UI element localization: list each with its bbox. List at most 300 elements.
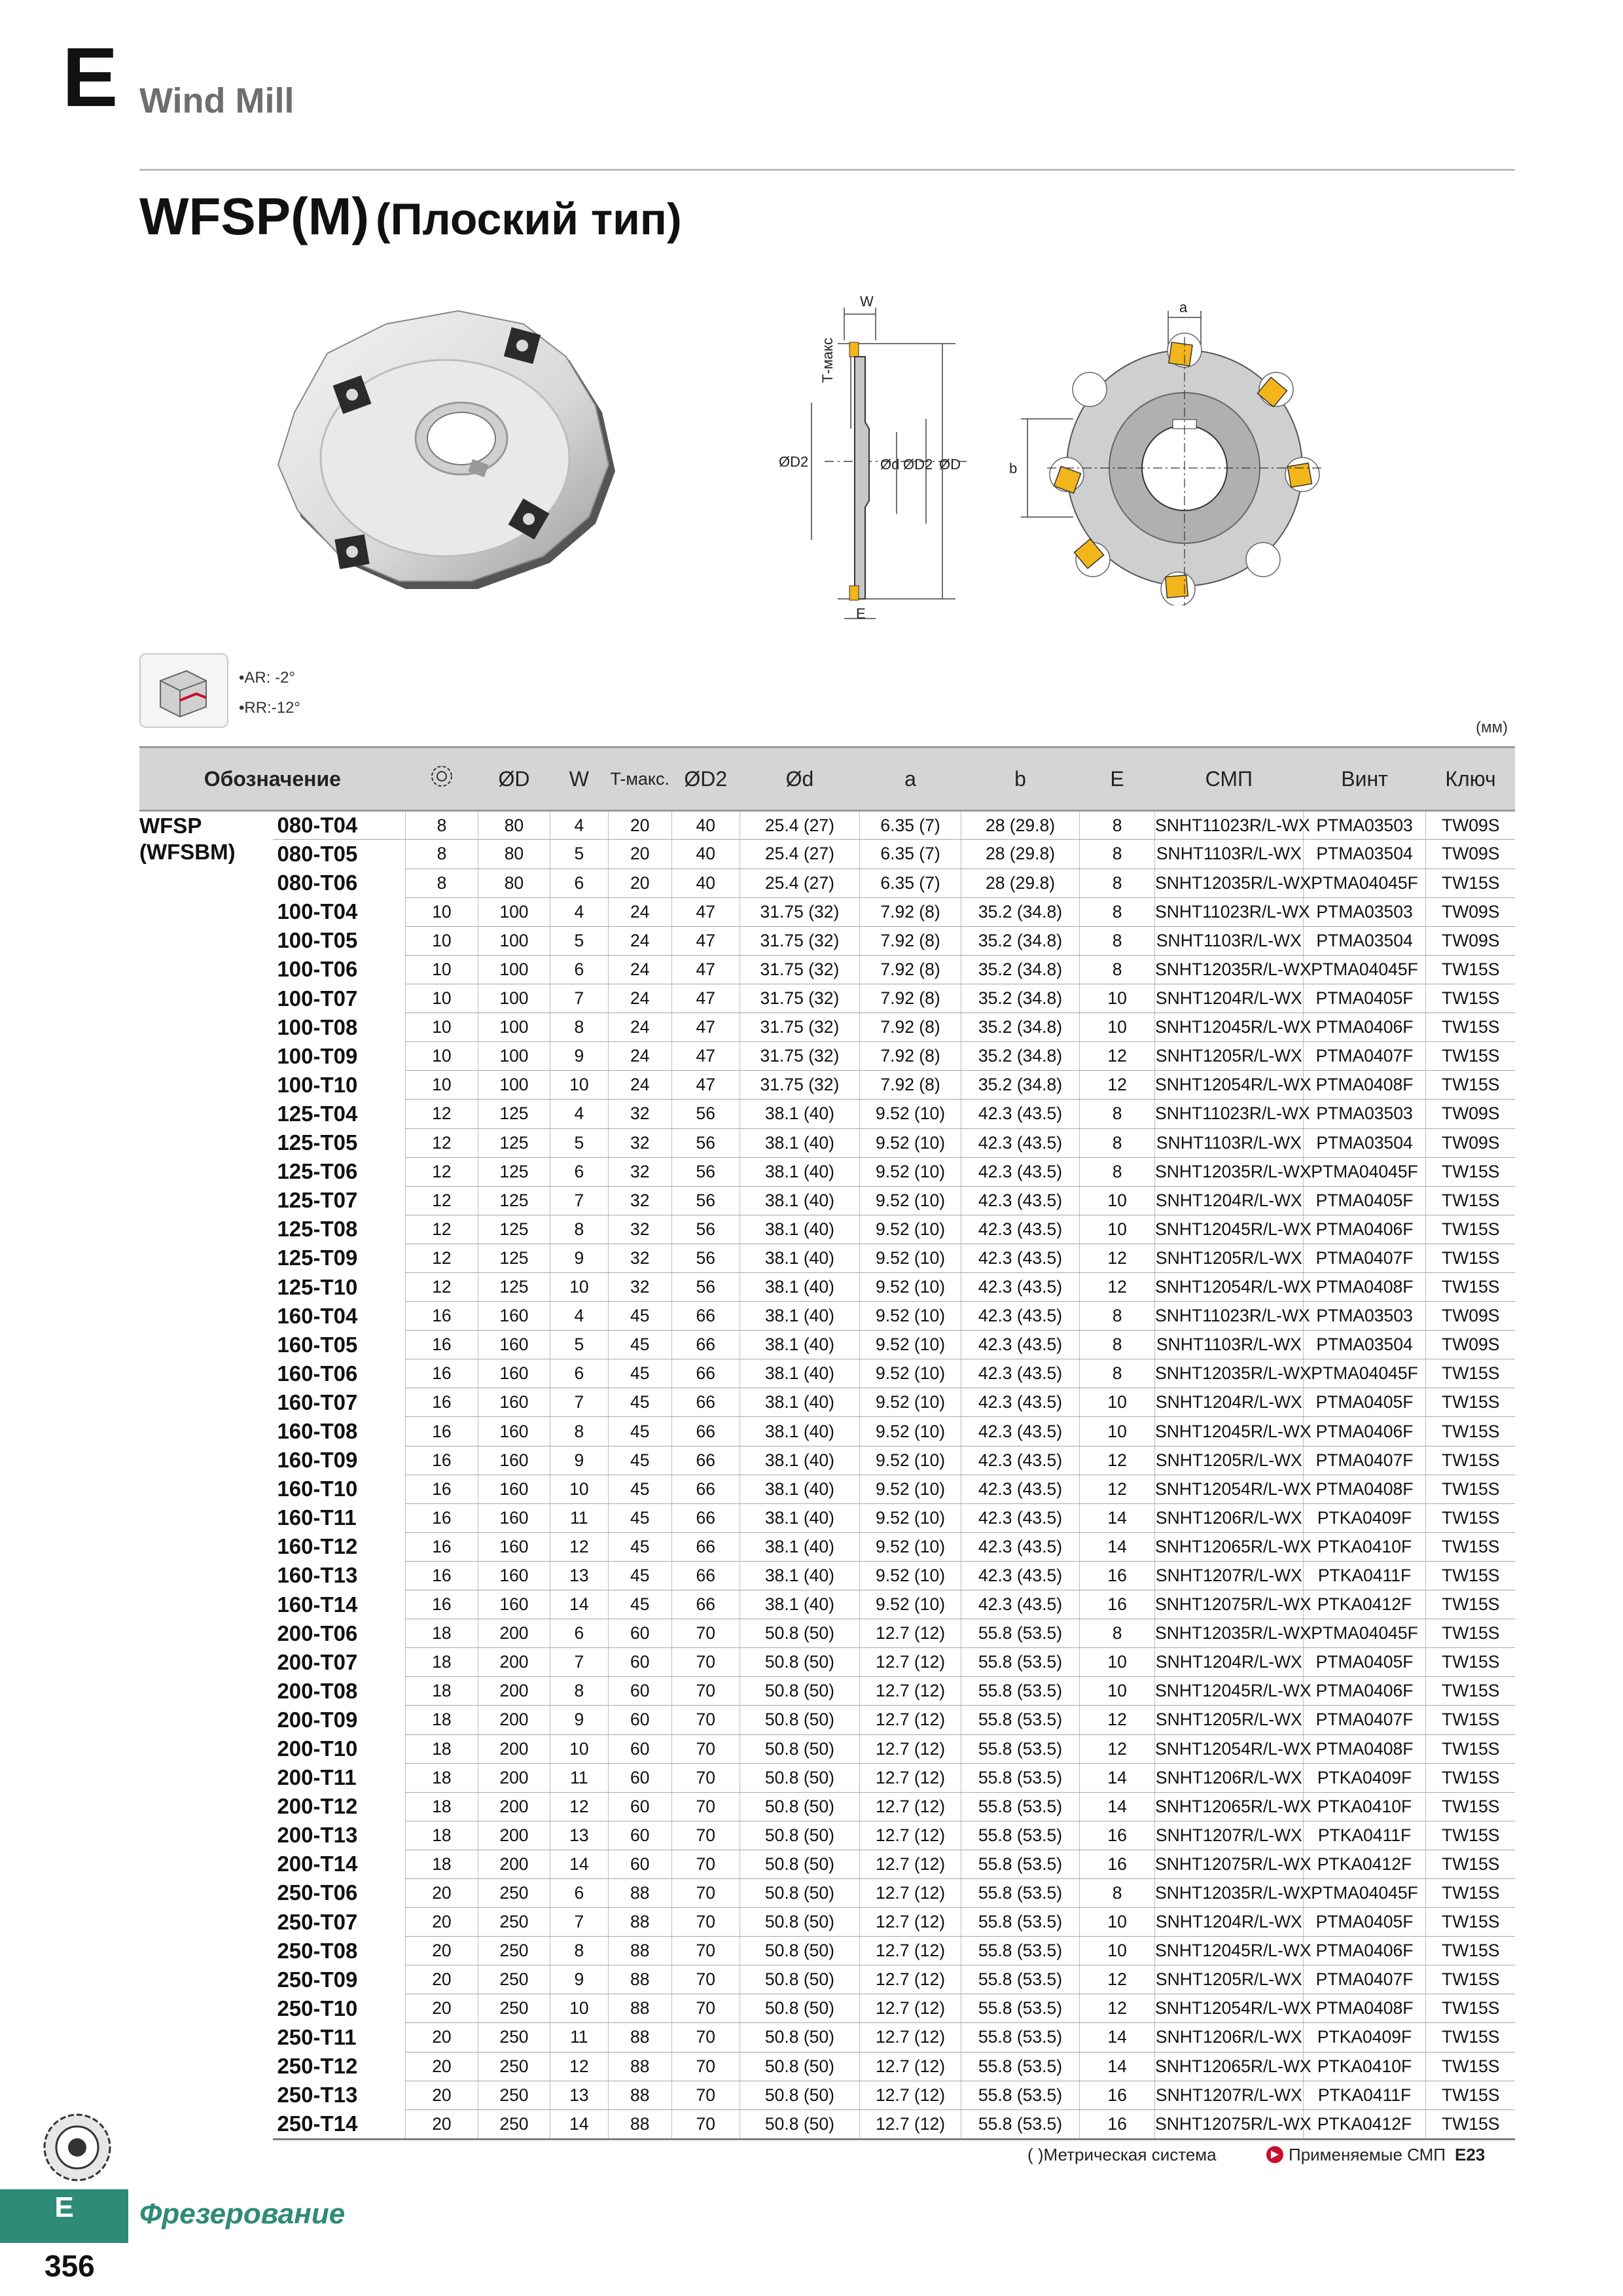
designation-cell: 125-T07 (277, 1188, 358, 1213)
table-cell: 60 (608, 1677, 671, 1706)
table-cell: 12.7 (12) (860, 1821, 961, 1850)
table-cell: SNHT1103R/L-WX (1155, 926, 1304, 955)
table-cell: 42.3 (43.5) (961, 1532, 1079, 1561)
table-cell: 12 (1080, 1475, 1155, 1503)
table-cell: 12 (1080, 1244, 1155, 1272)
table-cell: 42.3 (43.5) (961, 1215, 1079, 1244)
col-b: b (961, 747, 1079, 811)
table-cell: TW15S (1426, 1157, 1515, 1186)
table-cell: 56 (671, 1215, 740, 1244)
spec-table-body (139, 811, 1515, 2140)
table-cell: 250 (478, 1994, 550, 2023)
table-row (139, 1821, 1515, 1850)
table-cell: 42.3 (43.5) (961, 1417, 1079, 1446)
table-cell: PTMA04045F (1303, 1359, 1426, 1388)
table-cell: 55.8 (53.5) (961, 1850, 1079, 1878)
designation-cell: 160-T11 (277, 1505, 357, 1530)
table-cell: 55.8 (53.5) (961, 2109, 1079, 2140)
table-cell: SNHT12054R/L-WX (1155, 1071, 1304, 1100)
table-cell: TW09S (1426, 840, 1515, 869)
table-cell: TW15S (1426, 1908, 1515, 1937)
table-cell: 6 (550, 1619, 608, 1648)
table-cell: 40 (671, 811, 740, 840)
table-cell: 10 (406, 984, 478, 1013)
table-cell: 8 (1080, 1128, 1155, 1157)
table-cell: 10 (1080, 1677, 1155, 1706)
designation-cell: 200-T13 (277, 1823, 358, 1848)
col-a: a (860, 747, 961, 811)
table-cell: 35.2 (34.8) (961, 984, 1079, 1013)
col-designation: Обозначение (139, 747, 406, 811)
table-cell: 40 (671, 840, 740, 869)
designation-cell: 100-T10 (277, 1072, 358, 1097)
designation-cell: 080-T06 (277, 870, 358, 895)
table-cell: 28 (29.8) (961, 811, 1079, 840)
table-cell: 16 (406, 1359, 478, 1388)
table-cell: 125 (478, 1128, 550, 1157)
col-insert: СМП (1155, 747, 1304, 811)
table-row (139, 1128, 1515, 1157)
table-cell: 250 (478, 1937, 550, 1965)
table-cell: 88 (608, 2109, 671, 2140)
designation-cell: 160-T06 (277, 1361, 358, 1386)
table-cell: 4 (550, 897, 608, 926)
table-cell: 125 (478, 1100, 550, 1128)
table-cell: 100 (478, 1071, 550, 1100)
label-bore: Ød (880, 456, 900, 473)
table-cell: 31.75 (32) (740, 897, 859, 926)
table-cell: 45 (608, 1561, 671, 1590)
table-cell: 9.52 (10) (860, 1503, 961, 1532)
table-cell: SNHT1204R/L-WX (1155, 1908, 1304, 1937)
table-cell: 35.2 (34.8) (961, 1013, 1079, 1042)
table-cell: TW15S (1426, 1677, 1515, 1706)
table-cell: 45 (608, 1446, 671, 1475)
table-cell: 5 (550, 1128, 608, 1157)
designation-cell: 125-T09 (277, 1246, 358, 1270)
table-cell: 45 (608, 1417, 671, 1446)
table-cell: 250 (478, 2023, 550, 2052)
table-cell: SNHT12045R/L-WX (1155, 1677, 1304, 1706)
table-cell: 70 (671, 1763, 740, 1792)
table-cell: PTMA0408F (1303, 1071, 1426, 1100)
table-cell: 20 (406, 2081, 478, 2109)
table-row (139, 840, 1515, 869)
table-cell: 16 (406, 1475, 478, 1503)
table-cell: 38.1 (40) (740, 1273, 859, 1302)
table-cell: 40 (671, 869, 740, 897)
table-cell: SNHT12065R/L-WX (1155, 2052, 1304, 2081)
table-cell: 250 (478, 1908, 550, 1937)
table-cell: 8 (550, 1417, 608, 1446)
table-cell: 12.7 (12) (860, 1763, 961, 1792)
table-cell: SNHT12035R/L-WX (1155, 1878, 1304, 1907)
table-cell: 42.3 (43.5) (961, 1590, 1079, 1619)
table-row (139, 1388, 1515, 1417)
table-cell: 11 (550, 1503, 608, 1532)
table-cell: 14 (1080, 1792, 1155, 1821)
table-cell: 60 (608, 1619, 671, 1648)
table-cell: 10 (406, 1013, 478, 1042)
table-cell: 18 (406, 1763, 478, 1792)
metric-note: ( )Метрическая система (1027, 2145, 1217, 2164)
table-cell: 38.1 (40) (740, 1590, 859, 1619)
table-cell: 24 (608, 1013, 671, 1042)
table-cell: 12 (406, 1186, 478, 1215)
table-cell: 5 (550, 926, 608, 955)
table-cell: 38.1 (40) (740, 1503, 859, 1532)
table-cell: 38.1 (40) (740, 1388, 859, 1417)
designation-cell: 160-T13 (277, 1563, 358, 1588)
table-cell: PTMA0405F (1303, 1388, 1426, 1417)
table-row (139, 1850, 1515, 1878)
table-row (139, 1590, 1515, 1619)
table-row (139, 1446, 1515, 1475)
table-cell: 7 (550, 984, 608, 1013)
table-cell: 160 (478, 1532, 550, 1561)
table-cell: 20 (406, 1908, 478, 1937)
table-cell: 38.1 (40) (740, 1532, 859, 1561)
table-cell: 160 (478, 1359, 550, 1388)
designation-cell: 200-T11 (277, 1765, 357, 1790)
table-cell: 8 (550, 1215, 608, 1244)
table-header-row (139, 747, 1515, 811)
product-title (139, 187, 682, 247)
table-cell: 160 (478, 1388, 550, 1417)
table-row (139, 1215, 1515, 1244)
table-cell: 16 (406, 1417, 478, 1446)
table-cell: 10 (1080, 1648, 1155, 1677)
table-cell: 55.8 (53.5) (961, 2081, 1079, 2109)
table-cell: 50.8 (50) (740, 1878, 859, 1907)
col-w: W (550, 747, 608, 811)
table-cell: 12.7 (12) (860, 1878, 961, 1907)
table-cell: TW15S (1426, 2023, 1515, 2052)
table-cell: TW09S (1426, 1331, 1515, 1359)
table-cell: 42.3 (43.5) (961, 1244, 1079, 1272)
table-cell: 32 (608, 1273, 671, 1302)
table-cell: 100 (478, 1013, 550, 1042)
designation-cell: 250-T13 (277, 2083, 358, 2108)
col-teeth (406, 747, 478, 811)
spec-table (139, 746, 1515, 2140)
table-cell: 66 (671, 1532, 740, 1561)
table-cell: 18 (406, 1734, 478, 1763)
table-cell: 45 (608, 1331, 671, 1359)
table-cell: 10 (406, 897, 478, 926)
table-cell: 12 (1080, 1965, 1155, 1994)
table-cell: TW15S (1426, 1042, 1515, 1071)
table-cell: 10 (1080, 1908, 1155, 1937)
table-cell: 16 (406, 1388, 478, 1417)
table-cell: 10 (1080, 984, 1155, 1013)
header-divider (139, 169, 1515, 171)
table-cell: 7.92 (8) (860, 1042, 961, 1071)
designation-cell: 250-T09 (277, 1967, 358, 1992)
table-cell: PTMA0405F (1303, 1908, 1426, 1937)
table-row (139, 1244, 1515, 1272)
table-cell: SNHT12035R/L-WX (1155, 1619, 1304, 1648)
table-cell: 32 (608, 1186, 671, 1215)
table-cell: 20 (406, 2052, 478, 2081)
table-cell: 50.8 (50) (740, 1619, 859, 1648)
table-cell: 12 (550, 1792, 608, 1821)
table-cell: 160 (478, 1561, 550, 1590)
table-cell: 38.1 (40) (740, 1331, 859, 1359)
table-cell: 55.8 (53.5) (961, 1648, 1079, 1677)
table-row (139, 1619, 1515, 1648)
table-cell: 12 (550, 1532, 608, 1561)
table-cell: 160 (478, 1302, 550, 1331)
table-cell: 56 (671, 1128, 740, 1157)
table-cell: 18 (406, 1706, 478, 1734)
table-cell: PTMA03503 (1303, 1302, 1426, 1331)
table-cell: 10 (406, 955, 478, 984)
table-cell: 24 (608, 955, 671, 984)
table-cell: 35.2 (34.8) (961, 926, 1079, 955)
table-cell: 200 (478, 1850, 550, 1878)
table-cell: 9 (550, 1244, 608, 1272)
table-cell: 11 (550, 2023, 608, 2052)
table-cell: 42.3 (43.5) (961, 1128, 1079, 1157)
table-cell: SNHT12035R/L-WX (1155, 1359, 1304, 1388)
table-cell: 14 (550, 1850, 608, 1878)
table-cell: 35.2 (34.8) (961, 1071, 1079, 1100)
table-cell: 50.8 (50) (740, 1965, 859, 1994)
table-cell: 42.3 (43.5) (961, 1475, 1079, 1503)
table-row (139, 897, 1515, 926)
table-cell: 14 (550, 2109, 608, 2140)
table-cell: 10 (1080, 1937, 1155, 1965)
table-cell: 70 (671, 1734, 740, 1763)
table-cell: 9.52 (10) (860, 1532, 961, 1561)
table-cell: 8 (406, 869, 478, 897)
section-tab-letter: E (54, 2191, 74, 2223)
table-cell: 20 (406, 1878, 478, 1907)
table-cell: 35.2 (34.8) (961, 955, 1079, 984)
table-cell: 66 (671, 1417, 740, 1446)
table-cell: PTMA0406F (1303, 1937, 1426, 1965)
table-cell: 42.3 (43.5) (961, 1561, 1079, 1590)
table-cell: 6.35 (7) (860, 811, 961, 840)
table-cell: 12 (1080, 1273, 1155, 1302)
table-row (139, 2109, 1515, 2140)
table-cell: 16 (1080, 1850, 1155, 1878)
table-cell: TW15S (1426, 1359, 1515, 1388)
table-cell: 10 (406, 926, 478, 955)
table-cell: TW15S (1426, 1244, 1515, 1272)
table-cell: 47 (671, 984, 740, 1013)
table-cell: 9 (550, 1446, 608, 1475)
table-cell: 13 (550, 2081, 608, 2109)
table-cell: 45 (608, 1590, 671, 1619)
designation-cell: 250-T14 (273, 2109, 405, 2140)
table-row (139, 1908, 1515, 1937)
table-cell: 12.7 (12) (860, 1965, 961, 1994)
table-cell: TW15S (1426, 984, 1515, 1013)
table-cell: 160 (478, 1446, 550, 1475)
table-cell: 88 (608, 1994, 671, 2023)
table-cell: 70 (671, 1619, 740, 1648)
table-cell: 70 (671, 1706, 740, 1734)
table-cell: 100 (478, 897, 550, 926)
table-cell: PTKA0411F (1303, 1561, 1426, 1590)
table-cell: 70 (671, 2109, 740, 2140)
table-cell: PTMA0407F (1303, 1446, 1426, 1475)
designation-cell: 250-T11 (277, 2024, 357, 2049)
table-row (139, 2023, 1515, 2052)
designation-cell: 200-T06 (277, 1621, 358, 1645)
insert-geometry-icon (139, 653, 228, 728)
table-cell: 42.3 (43.5) (961, 1302, 1079, 1331)
table-cell: 125 (478, 1273, 550, 1302)
table-cell: 66 (671, 1503, 740, 1532)
table-cell: 50.8 (50) (740, 1908, 859, 1937)
table-cell: 66 (671, 1475, 740, 1503)
table-cell: PTMA03504 (1303, 840, 1426, 869)
table-cell: 16 (1080, 1561, 1155, 1590)
table-cell: 70 (671, 1965, 740, 1994)
table-cell: 55.8 (53.5) (961, 1792, 1079, 1821)
table-cell: TW09S (1426, 1302, 1515, 1331)
table-row (139, 1706, 1515, 1734)
table-cell: TW15S (1426, 1532, 1515, 1561)
table-cell: TW09S (1426, 1128, 1515, 1157)
table-cell: 60 (608, 1734, 671, 1763)
table-cell: 88 (608, 1878, 671, 1907)
table-cell: PTMA0407F (1303, 1706, 1426, 1734)
table-cell: PTMA04045F (1303, 869, 1426, 897)
table-cell: TW15S (1426, 869, 1515, 897)
table-cell: 16 (406, 1561, 478, 1590)
table-cell: 12.7 (12) (860, 1648, 961, 1677)
table-cell: 70 (671, 2052, 740, 2081)
table-cell: 25.4 (27) (740, 869, 859, 897)
table-cell: 56 (671, 1244, 740, 1272)
table-cell: 50.8 (50) (740, 1792, 859, 1821)
table-row (139, 1273, 1515, 1302)
table-cell: 32 (608, 1100, 671, 1128)
table-cell: 16 (406, 1446, 478, 1475)
table-cell: PTMA03504 (1303, 1331, 1426, 1359)
table-cell: SNHT12054R/L-WX (1155, 1994, 1304, 2023)
table-cell: 38.1 (40) (740, 1244, 859, 1272)
table-cell: 45 (608, 1302, 671, 1331)
table-cell: PTMA0406F (1303, 1013, 1426, 1042)
table-cell: 16 (406, 1590, 478, 1619)
table-cell: 6.35 (7) (860, 869, 961, 897)
designation-cell: 100-T04 (277, 899, 358, 924)
table-cell: 35.2 (34.8) (961, 897, 1079, 926)
table-cell: SNHT1205R/L-WX (1155, 1446, 1304, 1475)
table-cell: TW15S (1426, 1648, 1515, 1677)
table-cell: 70 (671, 1677, 740, 1706)
table-cell: 12.7 (12) (860, 1734, 961, 1763)
table-cell: 12 (1080, 1994, 1155, 2023)
table-cell: PTMA04045F (1303, 1878, 1426, 1907)
table-cell: PTMA0408F (1303, 1734, 1426, 1763)
table-row (139, 1417, 1515, 1446)
table-cell: PTMA04045F (1303, 1157, 1426, 1186)
table-cell: 250 (478, 2052, 550, 2081)
table-cell: 200 (478, 1619, 550, 1648)
table-cell: 200 (478, 1792, 550, 1821)
table-cell: 10 (406, 1042, 478, 1071)
radial-rake: •RR:-12° (239, 699, 301, 717)
table-cell: 66 (671, 1561, 740, 1590)
table-row (139, 1071, 1515, 1100)
designation-cell: 100-T06 (277, 957, 358, 982)
table-cell: PTMA0408F (1303, 1475, 1426, 1503)
table-cell: 50.8 (50) (740, 1734, 859, 1763)
table-cell: 55.8 (53.5) (961, 1821, 1079, 1850)
col-bore: Ød (740, 747, 859, 811)
table-row (139, 1648, 1515, 1677)
table-cell: 16 (1080, 2109, 1155, 2140)
table-cell: 4 (550, 811, 608, 840)
designation-cell: 080-T05 (277, 842, 358, 867)
table-cell: 38.1 (40) (740, 1446, 859, 1475)
table-row (139, 1157, 1515, 1186)
table-cell: 12 (1080, 1446, 1155, 1475)
table-cell: 13 (550, 1561, 608, 1590)
table-cell: 55.8 (53.5) (961, 1965, 1079, 1994)
designation-cell: 100-T05 (277, 928, 358, 953)
designation-cell: 250-T08 (277, 1938, 358, 1963)
table-cell: 16 (1080, 2081, 1155, 2109)
table-cell: 160 (478, 1503, 550, 1532)
table-cell: 88 (608, 1937, 671, 1965)
label-d2: ØD2 (903, 456, 933, 473)
designation-cell: 160-T07 (277, 1390, 358, 1414)
table-cell: 60 (608, 1706, 671, 1734)
table-cell: 10 (550, 1994, 608, 2023)
col-tmax: T-макс. (608, 747, 671, 811)
table-cell: 16 (406, 1302, 478, 1331)
table-cell: 160 (478, 1331, 550, 1359)
table-cell: 8 (1080, 926, 1155, 955)
series-name: WFSP (139, 814, 202, 838)
table-cell: 6 (550, 1878, 608, 1907)
table-cell: PTKA0410F (1303, 1532, 1426, 1561)
table-cell: 250 (478, 2109, 550, 2140)
table-cell: 9.52 (10) (860, 1302, 961, 1331)
table-cell: 100 (478, 1042, 550, 1071)
table-cell: 12 (406, 1157, 478, 1186)
table-row (139, 1302, 1515, 1331)
table-cell: 6 (550, 869, 608, 897)
table-row (139, 1677, 1515, 1706)
table-cell: 250 (478, 1878, 550, 1907)
label-d: ØD (939, 456, 961, 473)
table-cell: 14 (1080, 1763, 1155, 1792)
table-cell: 200 (478, 1648, 550, 1677)
table-cell: 5 (550, 1331, 608, 1359)
table-cell: 50.8 (50) (740, 2023, 859, 2052)
table-cell: 55.8 (53.5) (961, 1937, 1079, 1965)
table-cell: 45 (608, 1503, 671, 1532)
table-cell: 60 (608, 1648, 671, 1677)
table-cell: 9.52 (10) (860, 1215, 961, 1244)
table-cell: TW15S (1426, 1937, 1515, 1965)
table-cell: 55.8 (53.5) (961, 1706, 1079, 1734)
designation-cell: 160-T09 (277, 1448, 358, 1473)
table-cell: PTKA0411F (1303, 2081, 1426, 2109)
table-cell: 50.8 (50) (740, 1706, 859, 1734)
cutter-photo (262, 308, 628, 609)
table-cell: 12 (1080, 1734, 1155, 1763)
table-row (139, 955, 1515, 984)
